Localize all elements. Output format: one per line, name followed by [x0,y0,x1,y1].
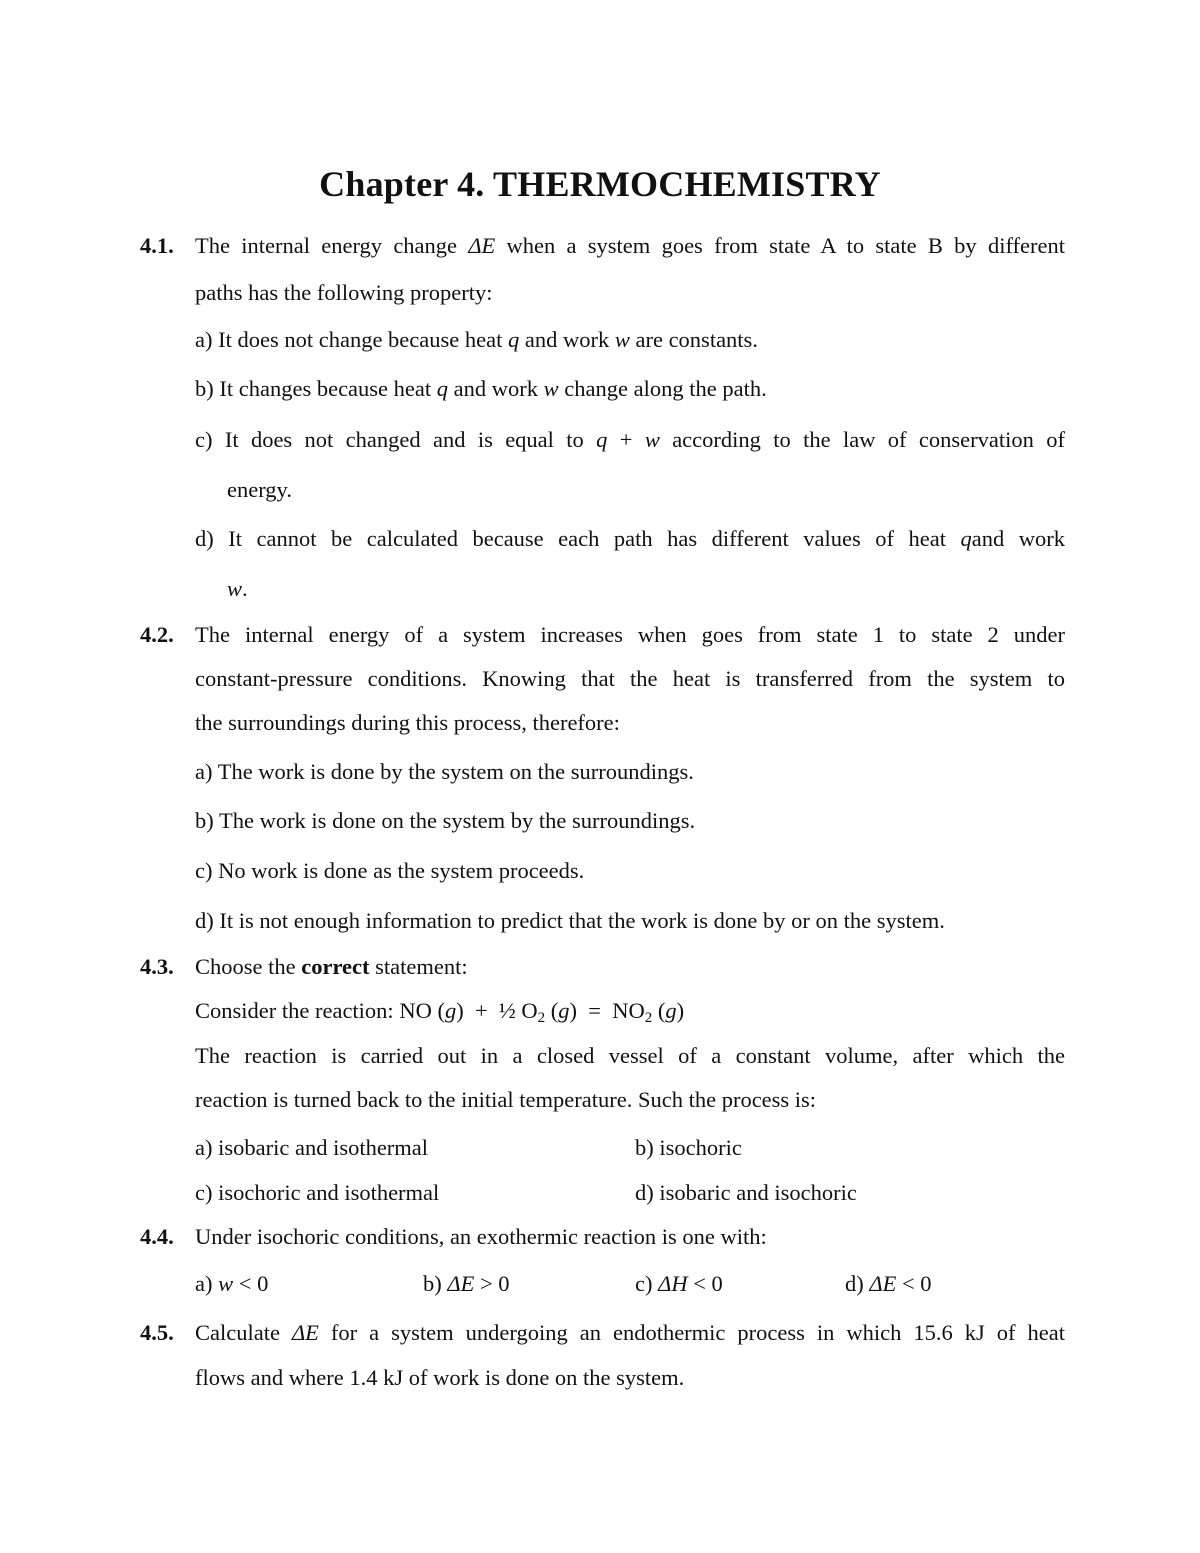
question-stem-line: Under isochoric conditions, an exothermic reaction is one with: [195,1224,767,1249]
question-number: 4.4. [140,1224,174,1249]
option-a[interactable]: a) w < 0 [195,1271,269,1296]
question-number: 4.2. [140,622,174,647]
option-a[interactable]: a) isobaric and isothermal [195,1135,429,1160]
question-text-line: The reaction is carried out in a closed vessel of a constant volume, after which the [195,1043,1065,1068]
reaction-equation: Consider the reaction: NO (g) + ½ $O_2$ $(g) = NO_2$ (g) [195,998,685,1026]
question-stem-line: constant-pressure conditions. Knowing that the heat is transferred from the system to [195,666,1065,691]
question-text-line: reaction is turned back to the initial temperature. Such the process is: [195,1087,817,1112]
question-stem-line: flows and where 1.4 kJ of work is done on the system. [195,1365,685,1390]
option-d[interactable]: d) It cannot be calculated because each path has different values of heat qand work [195,526,1065,551]
option-d[interactable]: d) isobaric and isochoric [635,1180,857,1205]
option-c[interactable]: c) isochoric and isothermal [195,1180,440,1205]
option-a[interactable]: a) It does not change because heat q and work w are constants. [195,327,758,352]
question-number: 4.3. [140,954,174,979]
question-number: 4.1. [140,233,174,258]
option-b[interactable]: b) ΔE > 0 [423,1271,510,1296]
option-d-continuation: w. [227,576,248,601]
question-stem-line: the surroundings during this process, therefore: [195,710,620,735]
question-stem-line: The internal energy change ΔE when a system goes from state A to state B by different [195,233,1065,258]
option-a[interactable]: a) The work is done by the system on the surroundings. [195,759,694,784]
option-c[interactable]: c) No work is done as the system proceeds. [195,858,585,883]
option-b[interactable]: b) It changes because heat q and work w change along the path. [195,376,767,401]
option-c-continuation: energy. [227,477,292,502]
option-b[interactable]: b) isochoric [635,1135,742,1160]
question-stem-line: The internal energy of a system increases when goes from state 1 to state 2 under [195,622,1065,647]
option-c[interactable]: c) ΔH < 0 [635,1271,723,1296]
question-number: 4.5. [140,1320,174,1345]
question-stem-line: paths has the following property: [195,280,493,305]
option-d[interactable]: d) It is not enough information to predict that the work is done by or on the system. [195,908,945,933]
option-c[interactable]: c) It does not changed and is equal to q + w according to the law of conservation of [195,427,1065,452]
chapter-title: Chapter 4. THERMOCHEMISTRY [319,164,881,204]
option-b[interactable]: b) The work is done on the system by the surroundings. [195,808,696,833]
question-stem-line: Choose the correct statement: [195,954,468,979]
option-d[interactable]: d) ΔE < 0 [845,1271,932,1296]
question-stem-line: Calculate ΔE for a system undergoing an endothermic process in which 15.6 kJ of heat [195,1320,1065,1345]
